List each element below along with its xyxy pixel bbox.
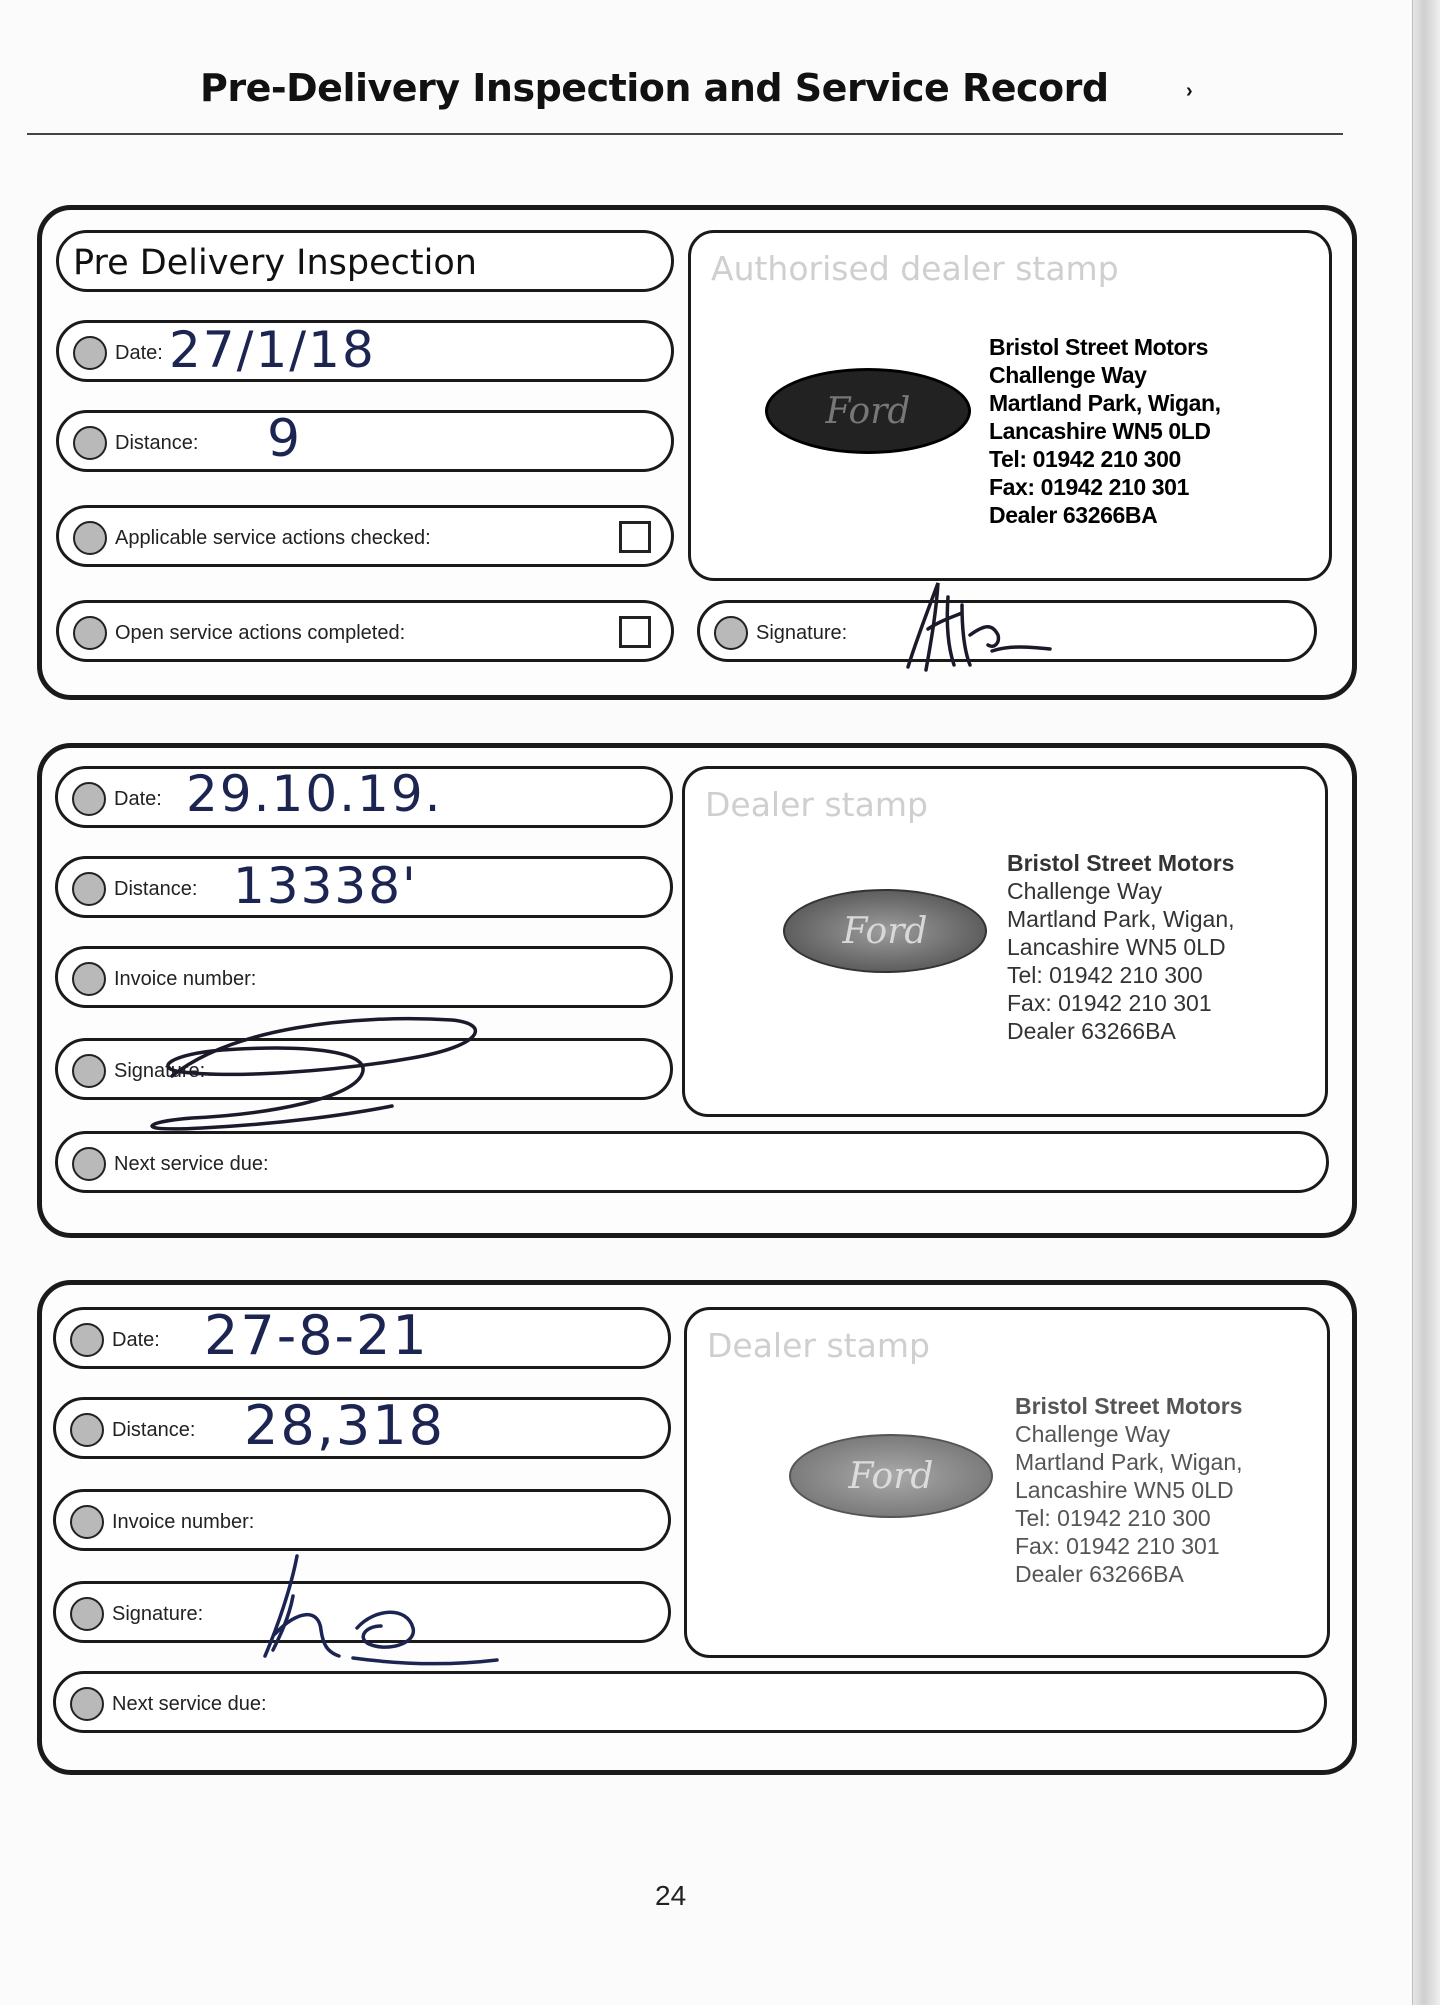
dealer-address-line: Challenge Way — [989, 362, 1147, 388]
pdi-signature-field[interactable] — [697, 600, 1317, 662]
service1-stamp-label: Dealer stamp — [705, 785, 928, 824]
page-title: Pre-Delivery Inspection and Service Record — [200, 66, 1109, 110]
pdi-service-completed-label: Open service actions completed: — [115, 622, 406, 644]
service2-stamp-box — [684, 1307, 1330, 1658]
ford-logo-text: Ford — [825, 390, 911, 432]
dealer-phone: Tel: 01942 210 300 — [1007, 962, 1203, 988]
dealer-fax: Fax: 01942 210 301 — [1015, 1533, 1220, 1559]
service2-next-service-label: Next service due: — [112, 1693, 267, 1715]
pdi-signature-label: Signature: — [756, 622, 848, 644]
service-completed-checkbox[interactable] — [619, 616, 651, 648]
service1-signature-label: Signature: — [114, 1060, 206, 1082]
pdi-service-checked-field — [56, 505, 674, 567]
service1-distance-field[interactable] — [55, 856, 673, 918]
pdi-dealer-address — [989, 333, 1221, 529]
title-rule — [27, 133, 1343, 135]
bullet-icon — [70, 1597, 104, 1631]
dealer-code: Dealer 63266BA — [989, 502, 1158, 528]
pdi-section — [37, 205, 1357, 700]
handwritten-signature — [900, 575, 1080, 685]
pdi-date-field[interactable] — [56, 320, 674, 382]
pdi-stamp-box — [688, 230, 1332, 581]
dealer-address-line: Martland Park, Wigan, — [1015, 1449, 1243, 1475]
ford-logo-text: Ford — [848, 1455, 934, 1497]
bullet-icon — [73, 336, 107, 370]
pdi-distance-value: 9 — [267, 409, 303, 469]
ford-logo — [765, 368, 971, 454]
service1-next-service-label: Next service due: — [114, 1153, 269, 1175]
bullet-icon — [70, 1413, 104, 1447]
service2-date-value: 27-8-21 — [204, 1304, 429, 1367]
bullet-icon — [72, 872, 106, 906]
service2-section — [37, 1280, 1357, 1775]
dealer-fax: Fax: 01942 210 301 — [1007, 990, 1212, 1016]
ford-logo — [783, 889, 987, 973]
service2-stamp-label: Dealer stamp — [707, 1326, 930, 1365]
pdi-date-value: 27/1/18 — [169, 321, 376, 379]
service2-distance-label: Distance: — [112, 1419, 196, 1441]
pdi-service-completed-field — [56, 600, 674, 662]
service2-date-label: Date: — [112, 1329, 160, 1351]
bullet-icon — [72, 962, 106, 996]
service1-date-value: 29.10.19. — [186, 765, 443, 823]
dealer-fax: Fax: 01942 210 301 — [989, 474, 1189, 500]
dealer-address-line: Martland Park, Wigan, — [1007, 906, 1235, 932]
service2-distance-value: 28,318 — [244, 1394, 445, 1457]
bullet-icon — [73, 616, 107, 650]
service1-distance-label: Distance: — [114, 878, 198, 900]
bullet-icon — [714, 616, 748, 650]
pdi-service-checked-label: Applicable service actions checked: — [115, 527, 431, 549]
service1-section — [37, 743, 1357, 1238]
pdi-heading: Pre Delivery Inspection — [73, 243, 477, 283]
service2-date-field[interactable] — [53, 1304, 671, 1369]
pdi-distance-label: Distance: — [115, 432, 199, 454]
service1-distance-value: 13338' — [233, 857, 418, 915]
dealer-address-line: Challenge Way — [1015, 1421, 1171, 1447]
service1-date-field[interactable] — [55, 766, 673, 828]
dealer-address-line: Lancashire WN5 0LD — [989, 418, 1211, 444]
pdi-heading-field — [56, 230, 674, 292]
bullet-icon — [73, 426, 107, 460]
page-number: 24 — [655, 1880, 687, 1911]
service1-invoice-label: Invoice number: — [114, 968, 257, 990]
dealer-name: Bristol Street Motors — [989, 334, 1209, 360]
bullet-icon — [72, 782, 106, 816]
service2-dealer-address — [1015, 1392, 1243, 1588]
dealer-phone: Tel: 01942 210 300 — [989, 446, 1181, 472]
bullet-icon — [73, 521, 107, 555]
pdi-date-label: Date: — [115, 342, 163, 364]
dealer-code: Dealer 63266BA — [1015, 1561, 1184, 1587]
dealer-address-line: Lancashire WN5 0LD — [1015, 1477, 1234, 1503]
dealer-address-line: Challenge Way — [1007, 878, 1163, 904]
pdi-distance-field[interactable] — [56, 410, 674, 472]
service1-stamp-box — [682, 766, 1328, 1117]
service2-distance-field[interactable] — [53, 1394, 671, 1459]
service1-dealer-address — [1007, 849, 1235, 1045]
ford-logo-text: Ford — [842, 910, 928, 952]
dealer-address-line: Martland Park, Wigan, — [989, 390, 1221, 416]
service2-signature-label: Signature: — [112, 1603, 204, 1625]
bullet-icon — [72, 1147, 106, 1181]
bullet-icon — [72, 1054, 106, 1088]
handwritten-signature — [112, 1006, 512, 1146]
service2-invoice-label: Invoice number: — [112, 1511, 255, 1533]
pdi-stamp-label: Authorised dealer stamp — [711, 249, 1119, 288]
service2-next-service-field[interactable] — [53, 1671, 1327, 1733]
bullet-icon — [70, 1505, 104, 1539]
title-arrow: › — [1186, 80, 1193, 102]
service2-invoice-field[interactable] — [53, 1489, 671, 1551]
dealer-phone: Tel: 01942 210 300 — [1015, 1505, 1211, 1531]
dealer-address-line: Lancashire WN5 0LD — [1007, 934, 1226, 960]
dealer-name: Bristol Street Motors — [1007, 850, 1235, 876]
handwritten-signature — [257, 1548, 517, 1673]
service1-next-service-field[interactable] — [55, 1131, 1329, 1193]
dealer-name: Bristol Street Motors — [1015, 1393, 1243, 1419]
service1-invoice-field[interactable] — [55, 946, 673, 1008]
service1-date-label: Date: — [114, 788, 162, 810]
page-edge — [1412, 0, 1440, 2005]
service-checked-checkbox[interactable] — [619, 521, 651, 553]
ford-logo — [789, 1434, 993, 1518]
bullet-icon — [70, 1323, 104, 1357]
dealer-code: Dealer 63266BA — [1007, 1018, 1176, 1044]
bullet-icon — [70, 1687, 104, 1721]
